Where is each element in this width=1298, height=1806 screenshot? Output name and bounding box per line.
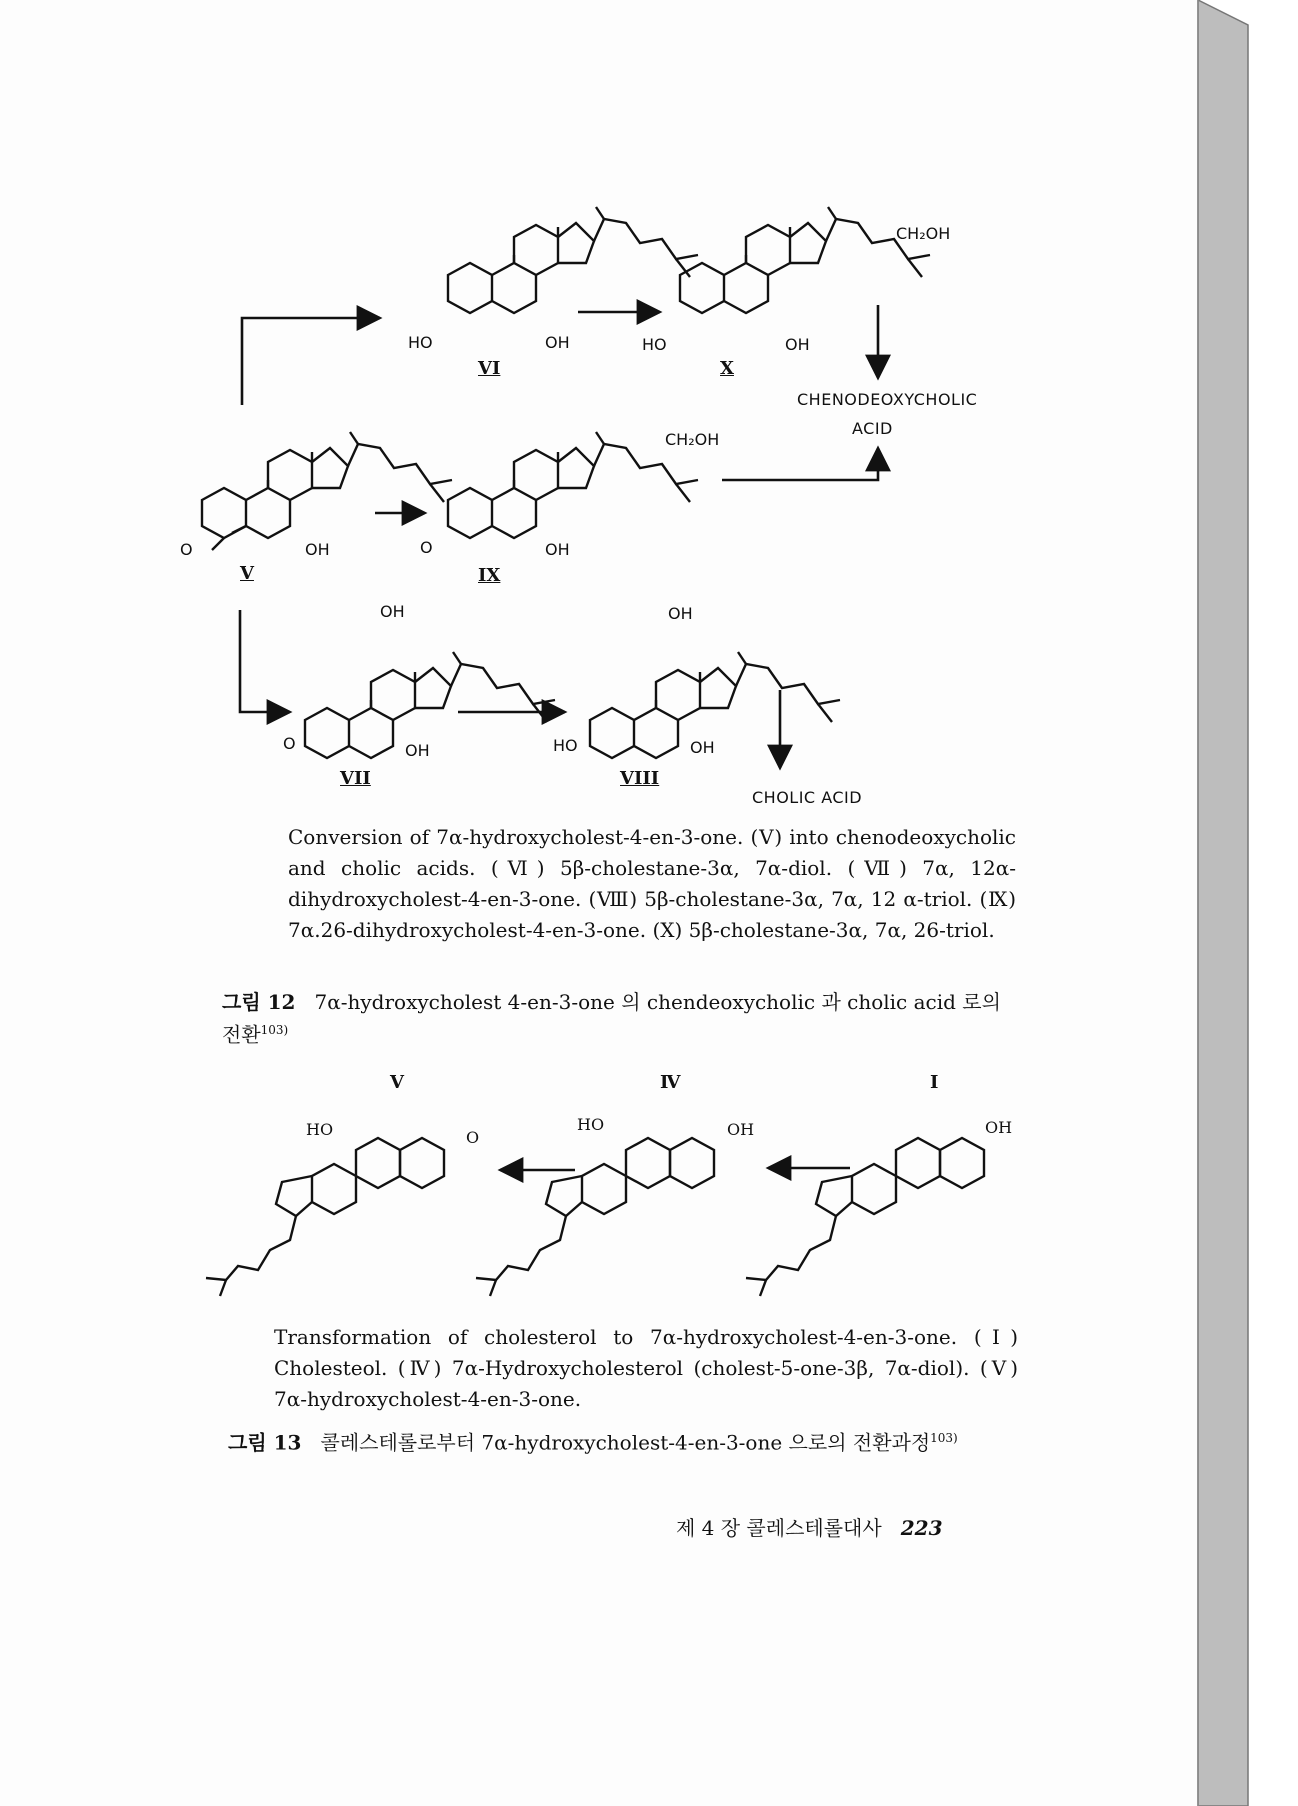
label-ho-VI: HO — [408, 333, 433, 352]
compound-VIII-structure — [590, 652, 840, 758]
figure12-title-text: 7α-hydroxycholest 4-en-3-one 의 chendeoxycholic 과 cholic acid 로의 전환 — [222, 990, 1001, 1047]
arrow-V-to-VI — [242, 318, 380, 405]
compound-label-IV: Ⅳ — [660, 1072, 681, 1093]
label-oh-VII-top: OH — [380, 602, 405, 621]
label-oh-I: OH — [985, 1118, 1013, 1137]
figure12-scheme — [0, 0, 1298, 820]
label-oh-X: OH — [785, 335, 810, 354]
figure12-ref: 103) — [260, 1023, 289, 1037]
label-oh-V: OH — [305, 540, 330, 559]
arrow-V-to-VII — [240, 610, 290, 712]
label-oh-VII: OH — [405, 741, 430, 760]
label-o-V-13: O — [466, 1128, 480, 1147]
product-chenodeoxycholic-line2: ACID — [852, 419, 893, 438]
compound-label-VII: VII — [340, 768, 371, 789]
compound-IV-structure — [476, 1138, 714, 1296]
figure12-caption: Conversion of 7α-hydroxycholest-4-en-3-one. (Ⅴ) into chenodeoxycholic and cholic acids. (Ⅵ) 5β-cholestane-3α, 7α-diol. (Ⅶ) 7α, 12α-dihydroxycholest-4-en-3-one. (Ⅷ) 5β-cholestane-3α, 7α, 12 α-triol. (Ⅸ) 7α.26-dihydroxycholest-4-en-3-one. (Ⅹ) 5β-cholestane-3α, 7α, 26-triol. — [288, 825, 1016, 942]
compound-label-VI: VI — [478, 358, 501, 379]
compound-V-13-structure — [206, 1138, 444, 1296]
compound-V-structure — [202, 432, 452, 550]
compound-I-structure — [746, 1138, 984, 1296]
footer-page-number: 223 — [900, 1516, 943, 1540]
product-chenodeoxycholic-line1: CHENODEOXYCHOLIC — [797, 390, 978, 409]
label-o-V: O — [180, 540, 193, 559]
figure13-ref: 103) — [930, 1431, 958, 1445]
label-o-IX: O — [420, 538, 433, 557]
figure13-scheme — [0, 1060, 1180, 1300]
label-ch2oh-X: CH₂OH — [896, 224, 951, 243]
figure13-title-text: 콜레스테롤로부터 7α-hydroxycholest-4-en-3-one 으로의 전환과정 — [320, 1430, 931, 1455]
figure13-title — [228, 1424, 1024, 1457]
figure12-title — [222, 988, 1022, 1049]
product-cholic-acid: CHOLIC ACID — [752, 788, 863, 807]
figure13-number: 그림 13 — [228, 1430, 302, 1455]
compound-label-I: I — [930, 1072, 939, 1093]
arrow-IX-to-cheno — [722, 448, 878, 480]
footer-chapter: 제 4 장 콜레스테롤대사 — [676, 1516, 882, 1540]
compound-label-IX: IX — [478, 565, 501, 586]
label-o-VII: O — [283, 734, 296, 753]
compound-IX-structure — [448, 432, 698, 538]
compound-label-V: V — [240, 563, 254, 584]
label-oh-IV: OH — [727, 1120, 755, 1139]
compound-label-V-13: Ⅴ — [390, 1072, 404, 1093]
page-footer — [676, 1512, 943, 1541]
label-ho-VIII: HO — [553, 736, 578, 755]
label-oh-VIII-top: OH — [668, 604, 693, 623]
label-oh-VIII: OH — [690, 738, 715, 757]
label-oh-IX: OH — [545, 540, 570, 559]
compound-label-VIII: VIII — [620, 768, 660, 789]
label-oh-VI: OH — [545, 333, 570, 352]
label-ch2oh-IX: CH₂OH — [665, 430, 720, 449]
figure13-caption: Transformation of cholesterol to 7α-hydroxycholest-4-en-3-one. (Ⅰ) Cholesteol. (Ⅳ) 7α-Hydroxycholesterol (cholest-5-one-3β, 7α-diol). (Ⅴ) 7α-hydroxycholest-4-en-3-one. — [274, 1325, 1018, 1411]
label-ho-IV: HO — [577, 1115, 605, 1134]
label-ho-V-13: HO — [306, 1120, 334, 1139]
figure12-number: 그림 12 — [222, 990, 296, 1014]
compound-label-X: X — [720, 358, 734, 379]
compound-VI-structure — [448, 207, 698, 313]
compound-X-structure — [680, 207, 930, 313]
label-ho-X: HO — [642, 335, 667, 354]
compound-VII-structure — [305, 652, 555, 758]
